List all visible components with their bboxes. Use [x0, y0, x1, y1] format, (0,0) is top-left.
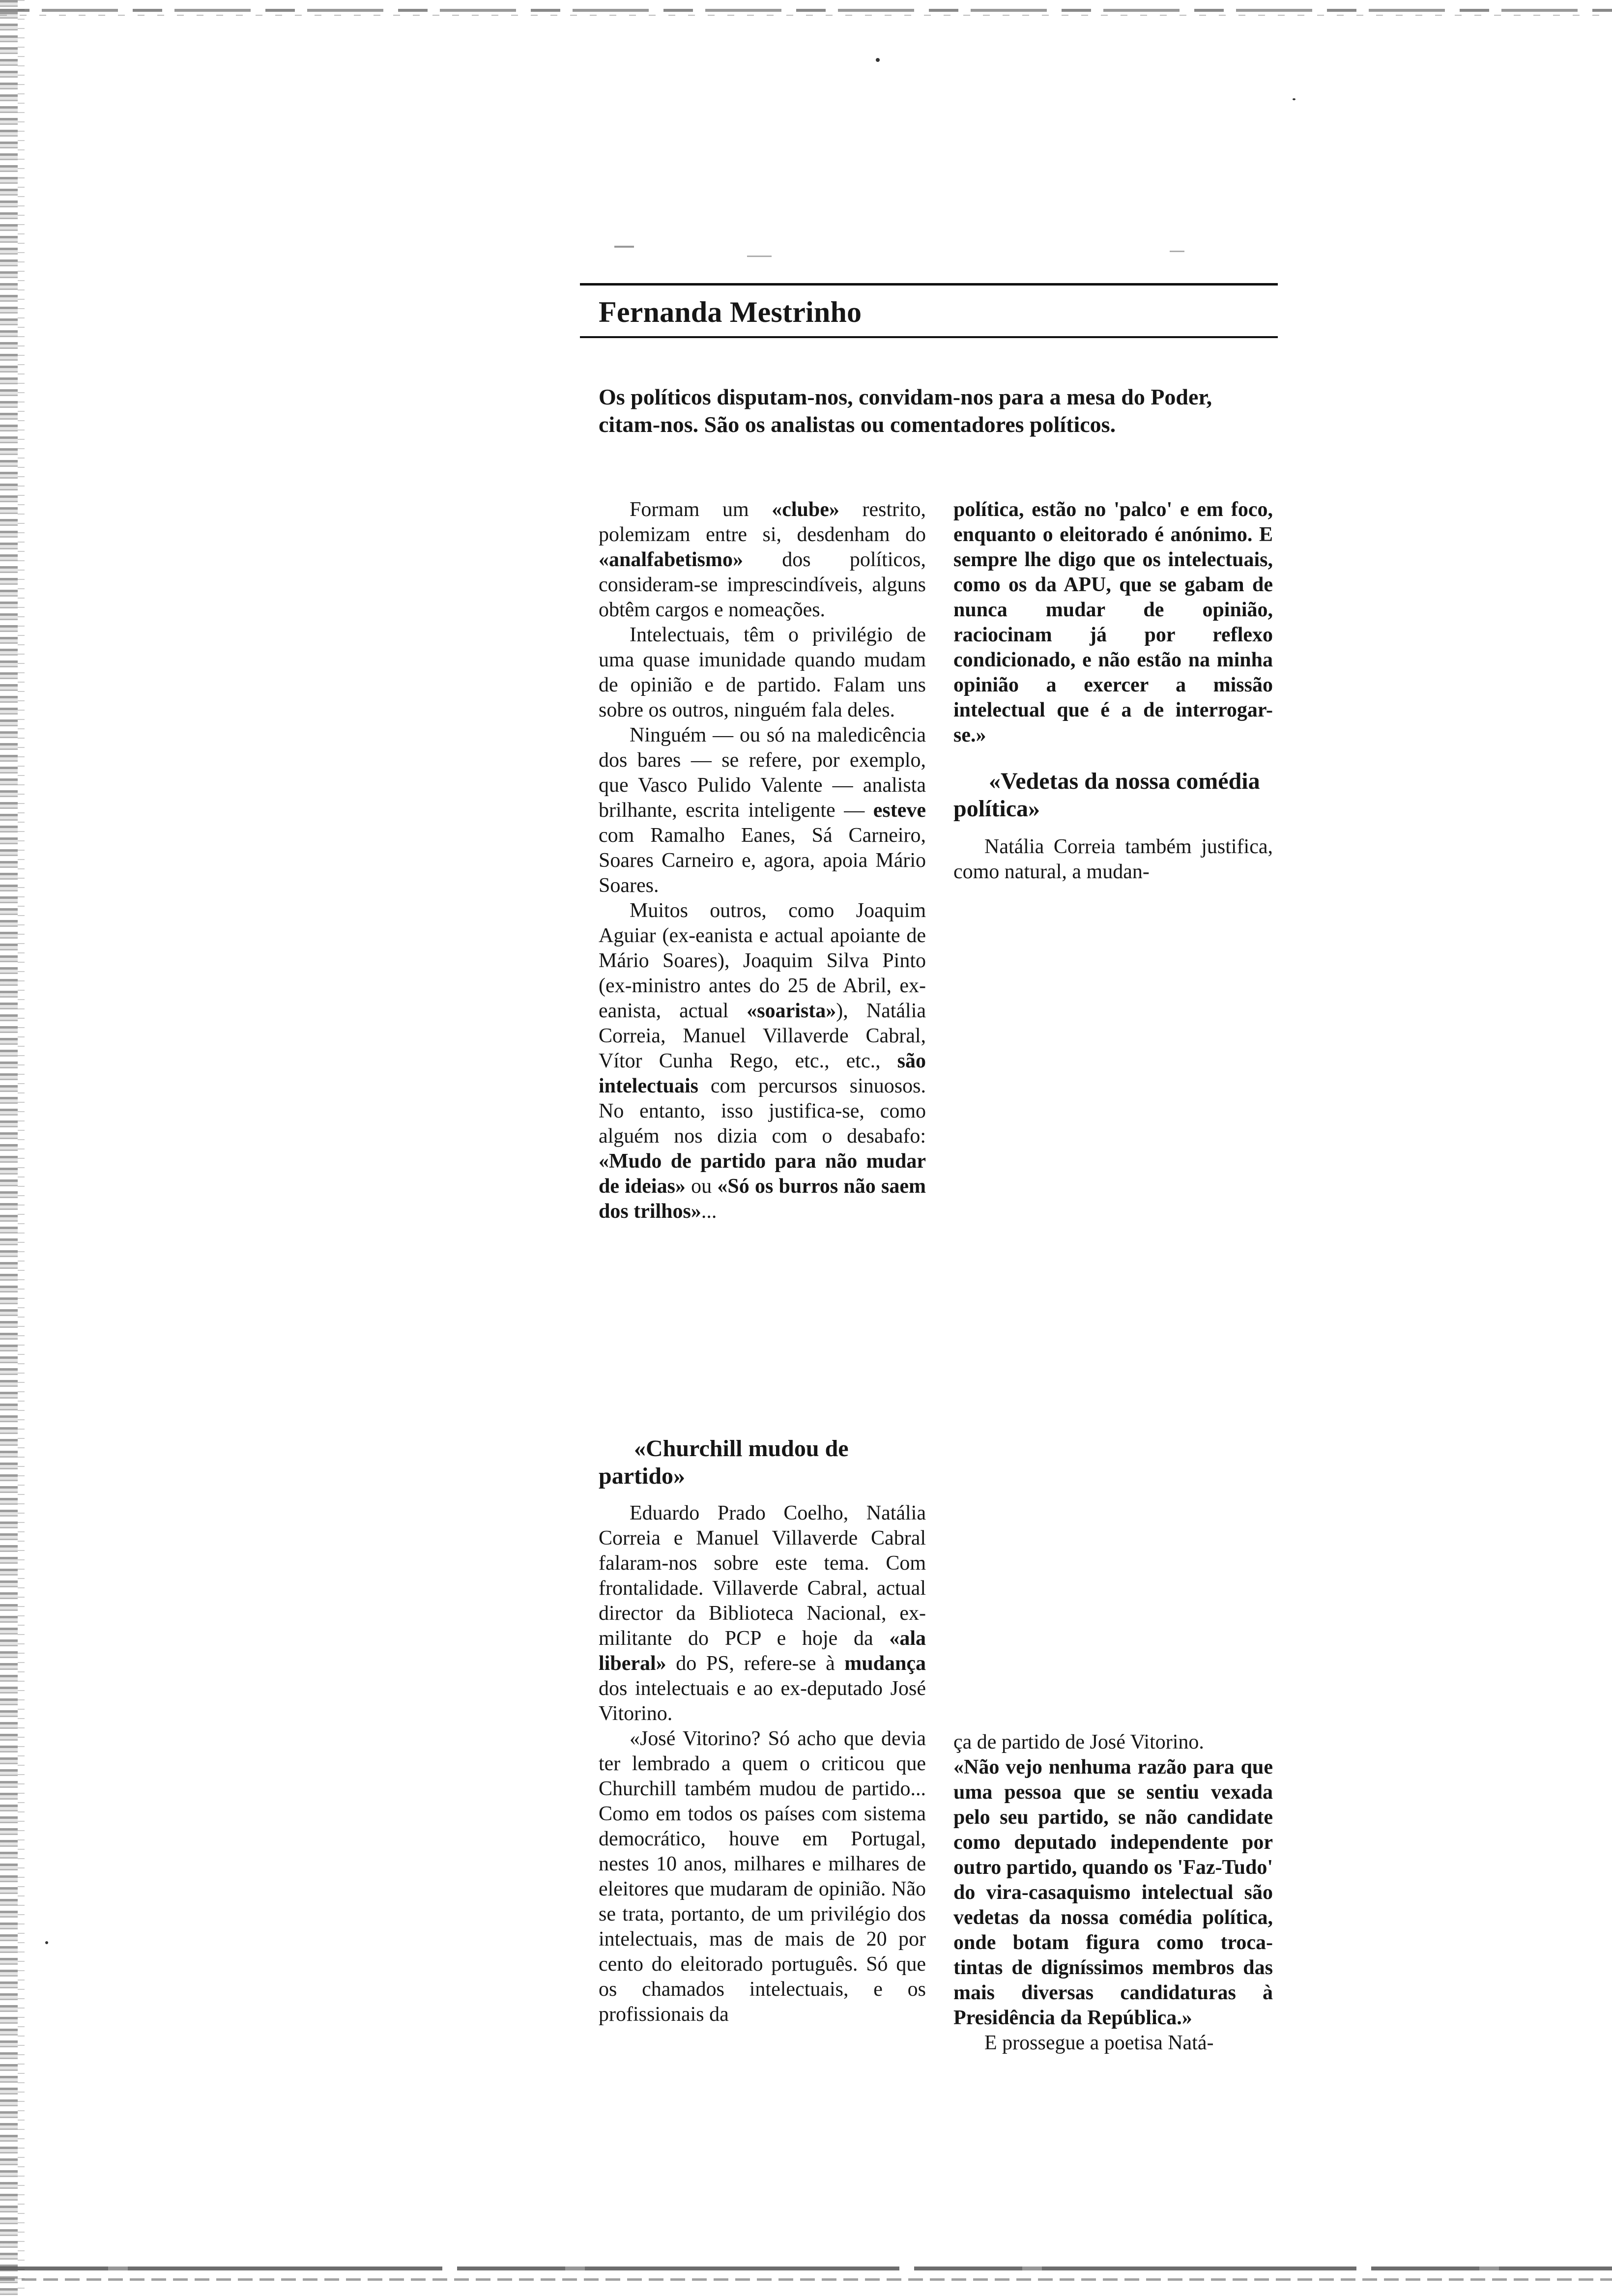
text-run: Formam um: [630, 498, 772, 521]
bold-run: mudança: [844, 1652, 926, 1675]
bold-run: são intelectuais: [599, 1050, 926, 1097]
bold-run: «Mudo de partido para não mudar de ideias»: [599, 1150, 926, 1198]
paragraph: [599, 898, 926, 1224]
text-run: com Ramalho Eanes, Sá Carneiro, Soares Carneiro e, agora, apoia Mário Soares.: [599, 824, 926, 897]
scan-edge-left: [0, 0, 18, 2296]
scan-edge-bottom-2: [0, 2278, 1612, 2281]
scan-edge-left-fine: [18, 0, 25, 2296]
text-run: ou: [685, 1175, 718, 1198]
text-run: ), Natália Correia, Manuel Villaverde Cabral, Vítor Cunha Rego, etc., etc.,: [599, 1000, 926, 1072]
spacer: [953, 748, 1273, 768]
text-run: dos intelectuais e ao ex-deputado José Vitorino.: [599, 1677, 926, 1725]
bold-run: «ala liberal»: [599, 1627, 926, 1675]
bold-run: «soarista»: [747, 1000, 836, 1022]
column-left-upper: [599, 497, 926, 1224]
byline: Fernanda Mestrinho: [599, 296, 862, 328]
header-rule-bottom: [580, 336, 1278, 338]
column-left-lower: [599, 1435, 926, 2027]
text-run: Eduardo Prado Coelho, Natália Correia e Manuel Villaverde Cabral falaram-nos sobre este tema. Com frontalidade. Villaverde Cabral, actual director da Biblioteca Nacional, ex-militante do PCP e hoje da: [599, 1502, 926, 1650]
spacer: [953, 823, 1273, 834]
quote-paragraph: «Não vejo nenhuma razão para que uma pessoa que se sentiu vexada pelo seu partido, se não candidate como deputado independente por outro partido, quando os 'Faz-Tudo' do vira-casaquismo intelectual são vedetas da nossa comédia política, onde botam figura como troca-tintas de digníssimos membros das mais diversas candidaturas à Presidência da República.»: [953, 1756, 1273, 2029]
text-run: ...: [701, 1200, 717, 1223]
paragraph: Natália Correia também justifica, como natural, a mudan-: [953, 835, 1273, 883]
lead-paragraph: Os políticos disputam-nos, convidam-nos para a mesa do Poder, citam-nos. São os analistas ou comentadores políticos.: [599, 384, 1212, 437]
text-run: dos políticos, consideram-se imprescindíveis, alguns obtêm cargos e nomeações.: [599, 548, 926, 621]
scan-edge-top-thin: [0, 15, 1612, 16]
scan-speck: [1293, 98, 1295, 100]
paragraph: ça de partido de José Vitorino.: [953, 1731, 1204, 1753]
spacer: [599, 1490, 926, 1501]
text-run: Ninguém — ou só na maledicência dos bares — se refere, por exemplo, que Vasco Pulido Valente — analista brilhante, escrita inteligente —: [599, 724, 926, 822]
bold-run: esteve: [873, 799, 926, 822]
header-rule-top: [580, 283, 1278, 286]
scan-speck: [876, 58, 880, 62]
text-run: com percursos sinuosos. No entanto, isso justifica-se, como alguém nos dizia com o desabafo:: [599, 1075, 926, 1148]
scan-edge-bottom: [0, 2267, 1612, 2270]
text-run: Muitos outros, como Joaquim Aguiar (ex-eanista e actual apoiante de Mário Soares), Joaquim Silva Pinto (ex-ministro antes do 25 de Abril, ex-eanista, actual: [599, 899, 926, 1022]
subhead-churchill: «Churchill mudou de partido»: [599, 1435, 849, 1489]
text-run: do PS, refere-se à: [666, 1652, 845, 1675]
paragraph: [599, 1501, 926, 1726]
column-right-upper: [953, 497, 1273, 885]
paragraph: E prossegue a poetisa Natá-: [984, 2032, 1214, 2054]
column-right-lower: [953, 1730, 1273, 2056]
paragraph: Intelectuais, têm o privilégio de uma quase imunidade quando mudam de opinião e de partido. Falam uns sobre os outros, ninguém fala deles.: [599, 624, 926, 721]
scan-speck: [45, 1941, 48, 1944]
bold-run: «clube»: [772, 498, 839, 521]
scan-speck: [614, 246, 634, 248]
subhead-vedetas: «Vedetas da nossa comédia política»: [953, 768, 1260, 822]
scan-speck: [1170, 251, 1184, 252]
scan-speck: [747, 256, 772, 257]
quote-continuation: política, estão no 'palco' e em foco, enquanto o eleitorado é anónimo. E sempre lhe digo que os intelectuais, como os da APU, que se gabam de nunca mudar de opinião, raciocinam já por reflexo condicionado, e não estão na minha opinião a exercer a missão intelectual que é a de interrogar-se.»: [953, 498, 1273, 746]
paragraph: «José Vitorino? Só acho que devia ter lembrado a quem o criticou que Churchill também mudou de partido... Como em todos os países com sistema democrático, houve em Portugal, nestes 10 anos, milhares e milhares de eleitores que mudaram de opinião. Não se trata, portanto, de um privilégio dos intelectuais, mas de mais de 20 por cento do eleitorado português. Só que os chamados intelectuais, e os profissionais da: [599, 1727, 926, 2026]
paragraph: [599, 497, 926, 623]
bold-run: «Só os burros não saem dos trilhos»: [599, 1175, 926, 1223]
bold-run: «analfabetismo»: [599, 548, 743, 571]
paragraph: [599, 723, 926, 898]
scan-edge-top: [0, 9, 1612, 12]
text-run: restrito, polemizam entre si, desdenham do: [599, 498, 926, 546]
